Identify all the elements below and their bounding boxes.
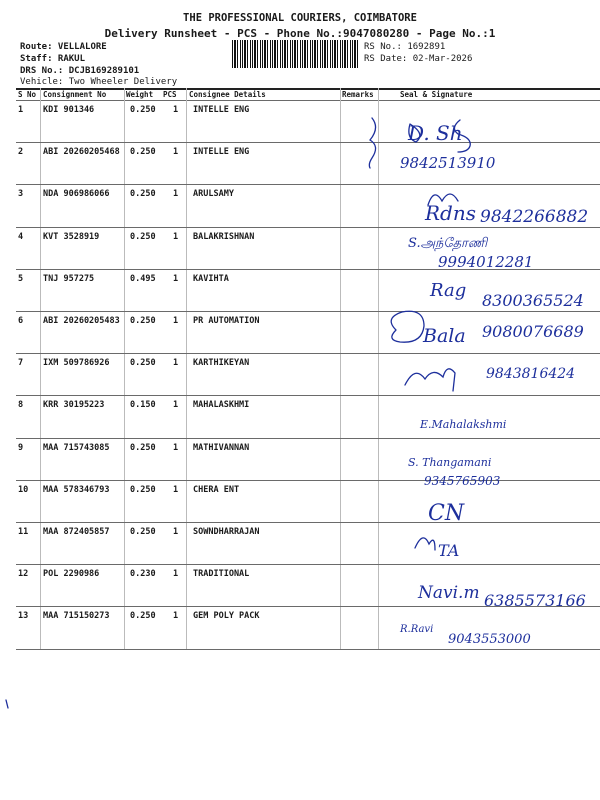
row-sno: 6: [18, 316, 24, 326]
drs-number: DRS No.: DCJB169289101: [20, 66, 140, 76]
row-consignee: GEM POLY PACK: [193, 611, 260, 622]
row-consignee: CHERA ENT: [193, 484, 240, 495]
row-sno: 1: [18, 105, 24, 115]
row-consignment-no: MAA 715743085: [43, 442, 110, 453]
row-pcs: 1: [173, 316, 179, 326]
signature-7: E.Mahalakshmi: [420, 418, 507, 431]
row-sno: 7: [18, 358, 24, 369]
row-sno: 12: [18, 569, 29, 580]
row-weight: 0.250: [130, 147, 156, 158]
row-consignment-no: ABI 20260205483: [43, 316, 120, 326]
row-pcs: 1: [173, 231, 179, 242]
row-weight: 0.250: [130, 527, 156, 537]
signature-11: Navi.m: [418, 583, 480, 603]
row-weight: 0.230: [130, 569, 156, 580]
row-weight: 0.250: [130, 484, 156, 495]
row-sno: 13: [18, 611, 29, 622]
signature-2: Rdns: [425, 201, 477, 225]
row-consignment-no: MAA 872405857: [43, 527, 110, 537]
signature-1: D. Sh: [408, 121, 463, 145]
signature-5: Bala: [423, 325, 466, 347]
row-consignment-no: KRR 30195223: [43, 400, 105, 411]
row-consignee: INTELLE ENG: [193, 147, 250, 158]
col-consignment: Consignment No: [43, 90, 107, 99]
signature-phone-2: 9842266882: [480, 207, 589, 227]
row-consignment-no: KVT 3528919: [43, 231, 100, 242]
row-sno: 2: [18, 147, 24, 158]
row-consignment-no: MAA 715150273: [43, 611, 110, 622]
signature-12: R.Ravi: [400, 624, 434, 635]
row-pcs: 1: [173, 358, 179, 369]
signature-4: Rag: [430, 280, 467, 301]
row-consignee: PR AUTOMATION: [193, 316, 260, 326]
col-remarks: Remarks: [342, 90, 374, 99]
staff-label: Staff: RAKUL: [20, 54, 86, 64]
bracket-mark: [369, 118, 375, 168]
signature-10: TA: [438, 541, 460, 560]
row-pcs: 1: [173, 400, 179, 411]
row-pcs: 1: [173, 189, 179, 200]
row-consignee: TRADITIONAL: [193, 569, 250, 580]
row-sno: 10: [18, 484, 29, 495]
signature-9: CN: [428, 501, 465, 526]
row-sno: 11: [18, 527, 29, 537]
runsheet-subtitle: Delivery Runsheet - PCS - Phone No.:9047080280 - Page No.:1: [104, 27, 496, 40]
row-consignee: SOWNDHARRAJAN: [193, 527, 260, 537]
col-consignee: Consignee Details: [189, 90, 266, 99]
row-consignment-no: MAA 578346793: [43, 484, 110, 495]
row-consignment-no: TNJ 957275: [43, 273, 95, 284]
row-pcs: 1: [173, 611, 179, 622]
row-pcs: 1: [173, 147, 179, 158]
row-consignment-no: ABI 20260205468: [43, 147, 120, 158]
row-consignee: KARTHIKEYAN: [193, 358, 250, 369]
signature-phone-3: 9994012281: [438, 253, 534, 271]
margin-mark: [6, 700, 8, 708]
row-consignee: BALAKRISHNAN: [193, 231, 255, 242]
row-pcs: 1: [173, 569, 179, 580]
col-weight: Weight: [126, 90, 154, 99]
signature-phone-4: 8300365524: [482, 291, 584, 310]
row-weight: 0.150: [130, 400, 156, 411]
row-sno: 4: [18, 231, 24, 242]
row-weight: 0.250: [130, 611, 156, 622]
row-sno: 8: [18, 400, 24, 411]
row-pcs: 1: [173, 442, 179, 453]
row-consignment-no: NDA 906986066: [43, 189, 110, 200]
col-seal-signature: Seal & Signature: [400, 90, 473, 99]
row-sno: 5: [18, 273, 24, 284]
row-weight: 0.250: [130, 189, 156, 200]
rs-number: RS No.: 1692891: [364, 42, 446, 52]
vehicle-label: Vehicle: Two Wheeler Delivery: [20, 77, 178, 87]
col-pcs: PCS: [163, 90, 177, 99]
col-sno: S No: [18, 90, 37, 99]
row-sno: 3: [18, 189, 24, 200]
signature-phone-11: 6385573166: [484, 591, 586, 610]
signature-stroke: [391, 311, 424, 342]
rs-date: RS Date: 02-Mar-2026: [364, 54, 473, 64]
row-weight: 0.250: [130, 105, 156, 115]
row-pcs: 1: [173, 484, 179, 495]
row-consignee: MAHALASKHMI: [193, 400, 250, 411]
signature-8: S. Thangamani: [408, 456, 492, 469]
route-label: Route: VELLALORE: [20, 42, 107, 52]
row-weight: 0.495: [130, 273, 156, 284]
signature-stroke: [405, 369, 455, 391]
row-weight: 0.250: [130, 316, 156, 326]
signature-phone-8: 9345765903: [424, 474, 501, 488]
signature-phone-6: 9843816424: [486, 366, 576, 382]
row-consignee: MATHIVANNAN: [193, 442, 250, 453]
row-weight: 0.250: [130, 231, 156, 242]
row-consignee: KAVIHTA: [193, 273, 229, 284]
row-consignment-no: IXM 509786926: [43, 358, 110, 369]
row-consignee: ARULSAMY: [193, 189, 234, 200]
row-pcs: 1: [173, 105, 179, 115]
company-title: THE PROFESSIONAL COURIERS, COIMBATORE: [183, 12, 417, 24]
signature-phone-5: 9080076689: [482, 322, 584, 341]
row-consignee: INTELLE ENG: [193, 105, 250, 115]
row-pcs: 1: [173, 527, 179, 537]
row-pcs: 1: [173, 273, 179, 284]
row-weight: 0.250: [130, 442, 156, 453]
row-consignment-no: POL 2290986: [43, 569, 100, 580]
signature-phone-1: 9842513910: [400, 154, 496, 172]
row-sno: 9: [18, 442, 24, 453]
row-consignment-no: KDI 901346: [43, 105, 95, 115]
row-weight: 0.250: [130, 358, 156, 369]
signature-3: S.அந்தோணி: [408, 236, 488, 251]
signature-phone-12: 9043553000: [448, 632, 531, 647]
signature-stroke: [415, 538, 435, 550]
